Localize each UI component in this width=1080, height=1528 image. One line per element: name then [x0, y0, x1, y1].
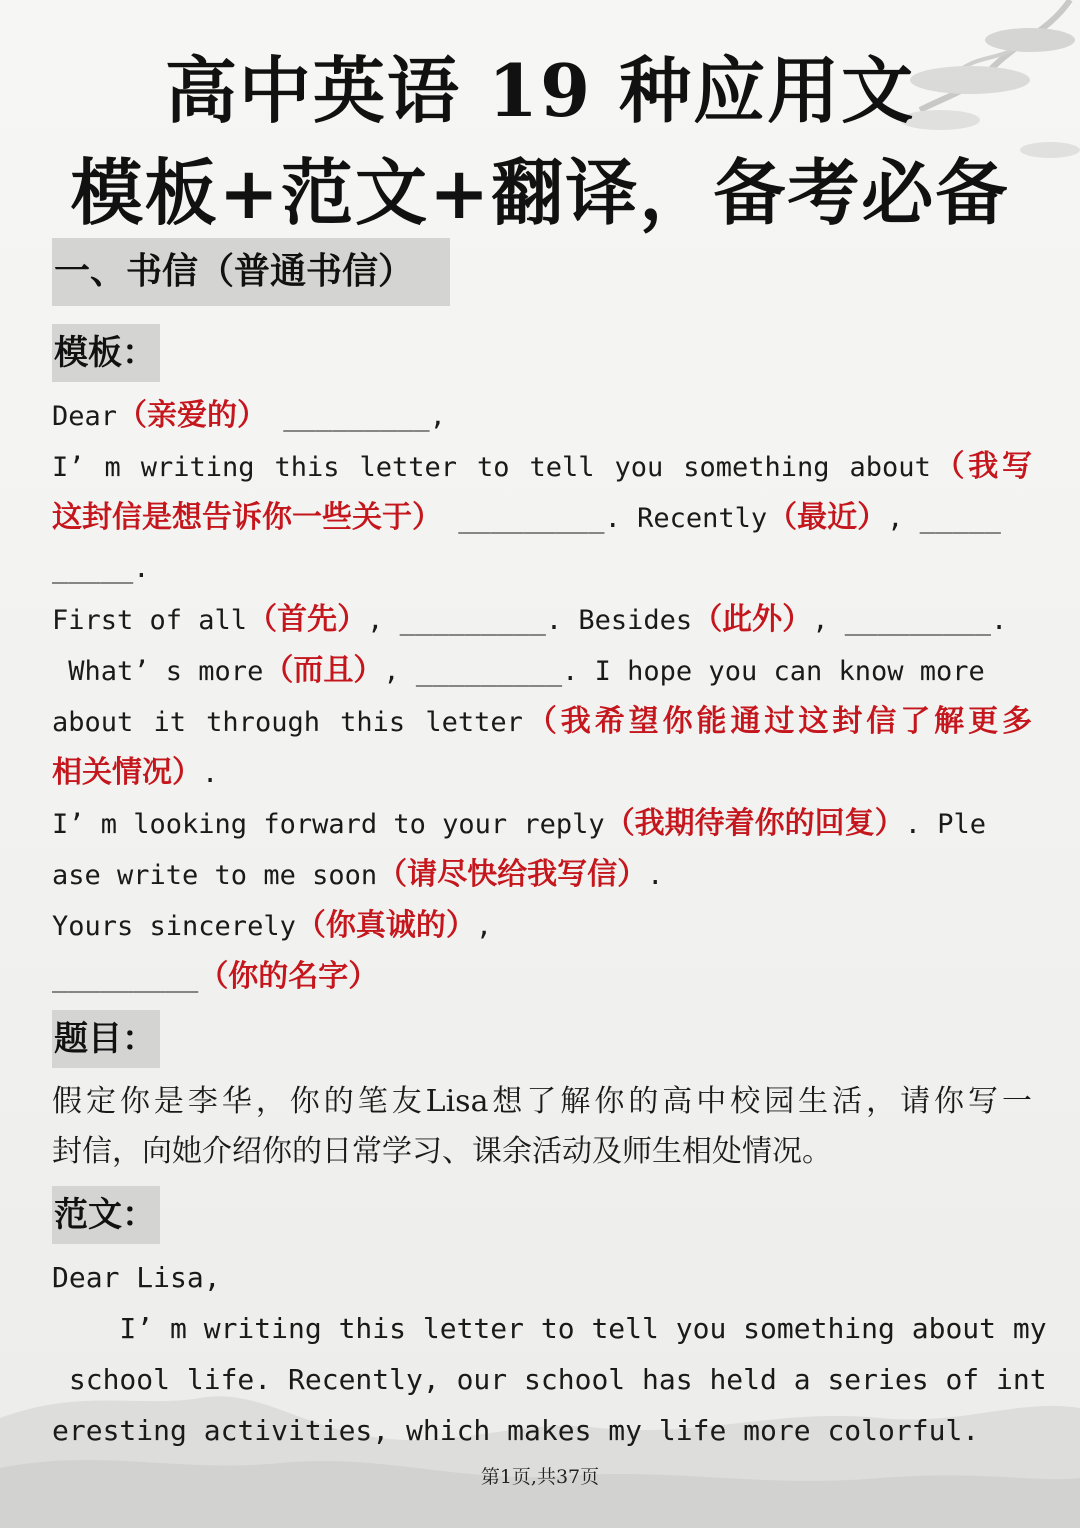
sample-text-line: I’ m writing this letter to tell you something about my	[52, 1312, 1047, 1345]
template-translation: （你的名字）	[198, 959, 379, 994]
template-text: _________	[52, 962, 199, 993]
page-title-line2: 模板+范文+翻译，备考必备	[70, 150, 1010, 235]
template-text: . Ple	[904, 809, 986, 840]
sample-label: 范文：	[52, 1186, 160, 1244]
template-translation: （此外）	[692, 602, 813, 637]
template-text: Dear	[52, 401, 118, 432]
template-translation: （首先）	[247, 602, 368, 637]
template-text: .	[647, 860, 664, 891]
template-text: _________,	[283, 401, 446, 432]
question-text-line: 封信，向她介绍你的日常学习、课余活动及师生相处情况。	[52, 1134, 832, 1169]
template-text: , _____	[887, 503, 1001, 534]
template-label: 模板：	[52, 324, 160, 382]
template-text: , _________. Besides	[367, 605, 693, 636]
template-line	[52, 595, 1032, 645]
template-text: , _________.	[812, 605, 1008, 636]
template-line	[52, 544, 1032, 594]
template-translation: （请尽快给我写信）	[377, 857, 648, 892]
template-translation: （我写	[930, 449, 1033, 484]
template-line	[52, 748, 1032, 798]
template-text: ase write to me soon	[52, 860, 378, 891]
sample-text-line: Dear Lisa,	[52, 1261, 221, 1294]
question-label: 题目：	[52, 1010, 160, 1068]
template-text: .	[202, 758, 219, 789]
template-line	[52, 901, 1032, 951]
template-text: ,	[475, 911, 493, 942]
template-text: about it through this letter	[52, 707, 523, 738]
template-line	[52, 799, 1032, 849]
template-line	[52, 850, 1032, 900]
page-number: 第1页,共37页	[480, 1466, 600, 1488]
sample-text-line: eresting activities, which makes my life more colorful.	[52, 1414, 980, 1447]
template-text: I’ m writing this letter to tell you something about	[52, 452, 931, 483]
template-text: What’ s more	[52, 656, 264, 687]
page-title-line1: 高中英语 19 种应用文	[164, 48, 916, 133]
template-text: Yours sincerely	[52, 911, 296, 942]
section-heading: 一、书信（普通书信）	[52, 238, 450, 306]
template-translation: （我希望你能通过这封信了解更多	[522, 704, 1033, 739]
template-text: _________. Recently	[458, 503, 768, 534]
template-text: First of all	[52, 605, 248, 636]
template-line	[52, 391, 1032, 441]
template-translation: （你真诚的）	[295, 908, 476, 943]
template-translation: （而且）	[263, 653, 384, 688]
template-line	[52, 442, 1032, 492]
template-line	[52, 952, 1032, 1002]
template-text: I’ m looking forward to your reply	[52, 809, 605, 840]
template-translation: 这封信是想告诉你一些关于）	[52, 500, 442, 535]
template-translation: （我期待着你的回复）	[604, 806, 905, 841]
question-text-line: 假定你是李华，你的笔友Lisa想了解你的高中校园生活，请你写一	[52, 1084, 1032, 1119]
template-line	[52, 493, 1032, 543]
template-line	[52, 697, 1032, 747]
template-translation: 相关情况）	[52, 755, 202, 790]
template-translation: （最近）	[767, 500, 888, 535]
template-text: , _________. I hope you can know more	[383, 656, 985, 687]
sample-text-line: school life. Recently, our school has held a series of int	[52, 1363, 1047, 1396]
template-text: _____.	[52, 553, 150, 584]
template-line	[52, 646, 1032, 696]
template-translation: （亲爱的）	[117, 398, 268, 433]
